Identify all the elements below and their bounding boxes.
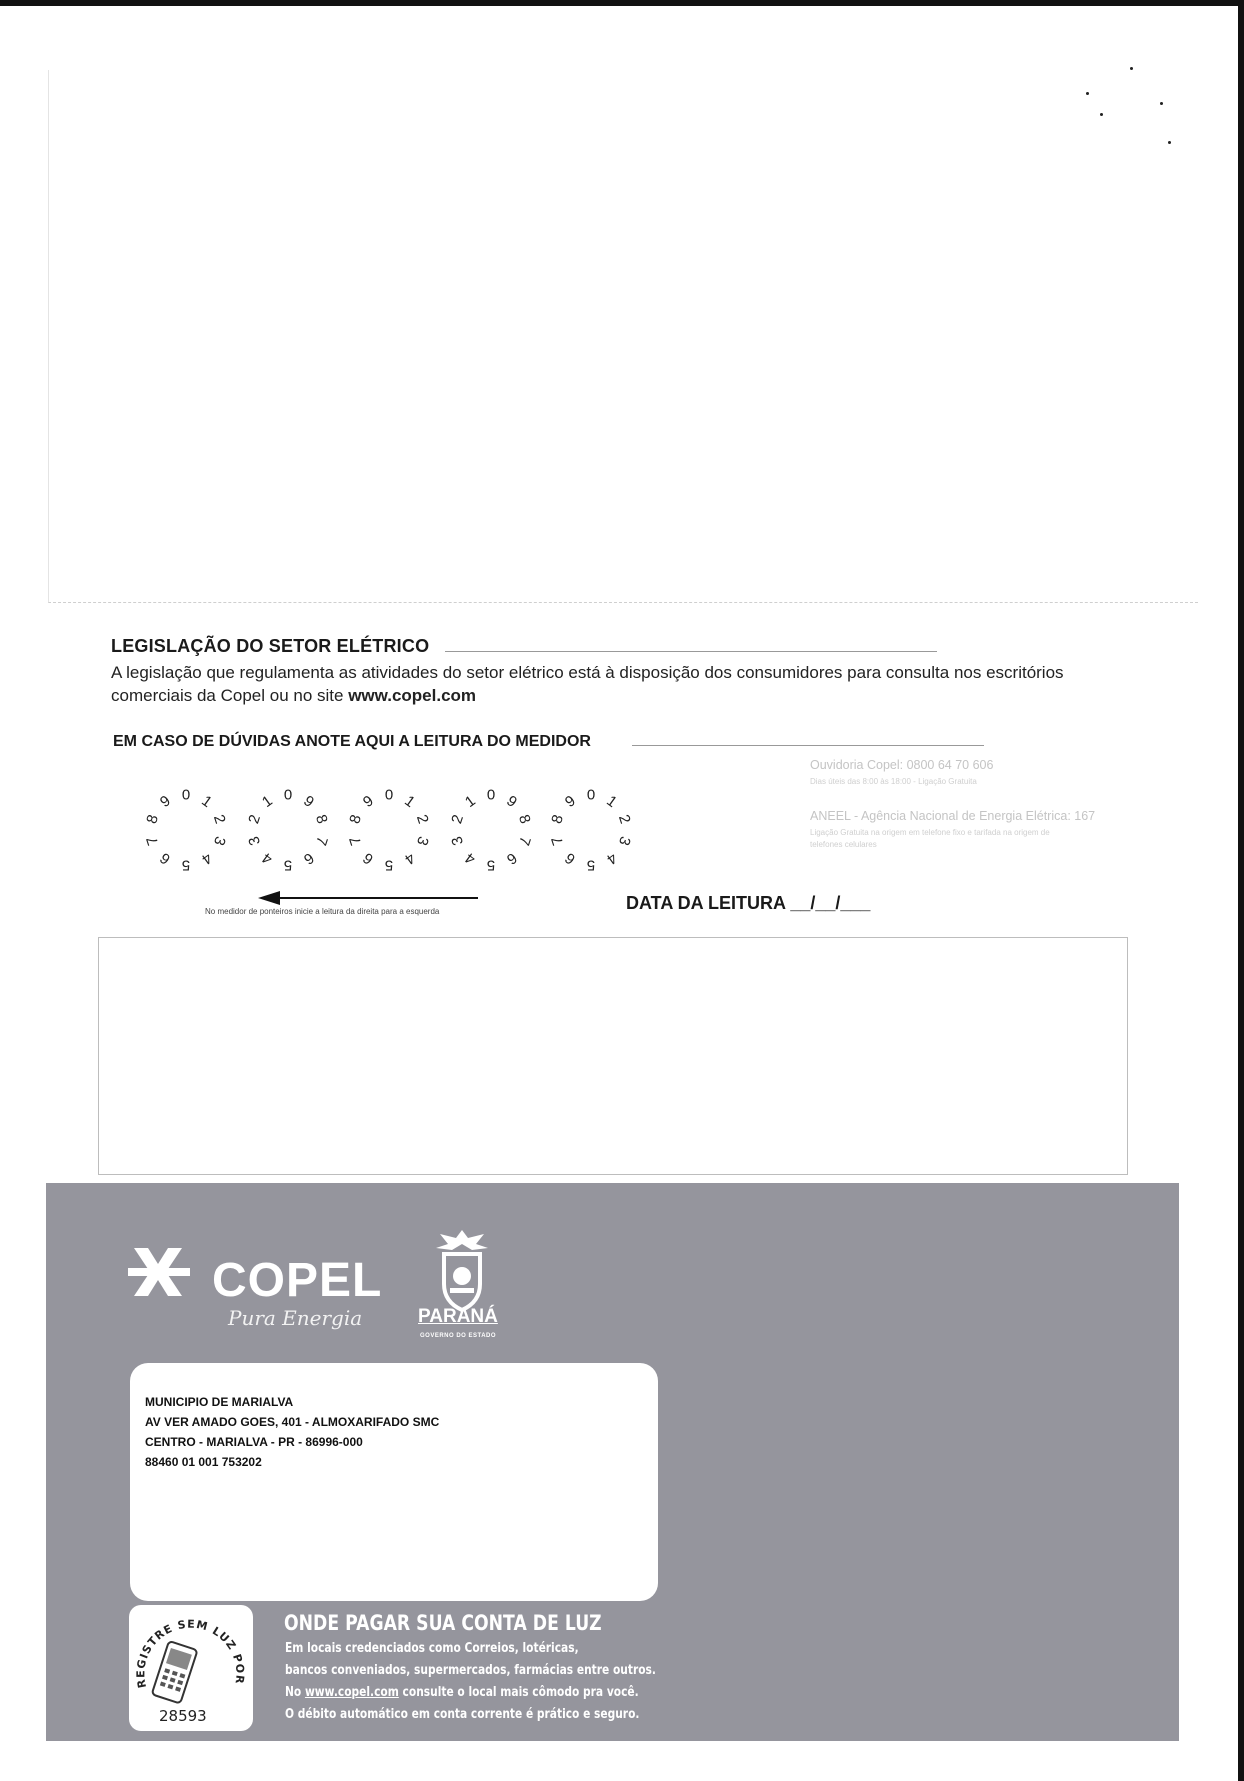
dial-digit: 9 [360, 792, 377, 812]
dial-digit: 4 [603, 848, 620, 868]
copel-slogan: Pura Energia [228, 1306, 363, 1330]
dial-digit: 9 [157, 792, 174, 812]
meter-dial [341, 782, 437, 878]
dial-digit: 2 [245, 812, 265, 826]
dial-digit: 0 [283, 786, 293, 804]
address-line-name: MUNICIPIO DE MARIALVA [145, 1395, 294, 1409]
dial-digit: 4 [401, 848, 418, 868]
dial-digit: 6 [360, 848, 377, 868]
parana-crest-icon [428, 1228, 496, 1316]
meter-dials [138, 782, 638, 882]
address-window [130, 1363, 658, 1601]
dial-digit: 1 [401, 792, 418, 812]
data-leitura-field: __/__/___ [790, 893, 871, 913]
ouvidoria-hours: Dias úteis das 8:00 às 18:00 - Ligação Gratuita [810, 777, 977, 786]
scan-speck [1130, 67, 1133, 70]
dial-digit: 7 [346, 834, 366, 848]
aneel-phone: ANEEL - Agência Nacional de Energia Elétrica: 167 [810, 809, 1096, 823]
dial-digit: 3 [245, 834, 265, 848]
divider [445, 651, 937, 652]
dial-digit: 8 [548, 812, 568, 826]
copel-link: www.copel.com [304, 1685, 399, 1700]
dial-digit: 2 [209, 812, 229, 826]
dial-digit: 7 [514, 834, 534, 848]
legislacao-title: LEGISLAÇÃO DO SETOR ELÉTRICO [111, 636, 430, 656]
pagamento-line: O débito automático em conta corrente é prático e seguro. [285, 1707, 640, 1722]
dial-digit: 9 [562, 792, 579, 812]
dial-digit: 4 [462, 848, 479, 868]
aneel-note-cont: telefones celulares [810, 840, 877, 849]
address-line-street: AV VER AMADO GOES, 401 - ALMOXARIFADO SMC [145, 1415, 440, 1429]
dial-digit: 8 [143, 812, 163, 826]
dial-digit: 0 [486, 786, 496, 804]
dial-digit: 2 [614, 812, 634, 826]
scan-speck [1160, 102, 1163, 105]
dial-digit: 2 [448, 812, 468, 826]
dial-digit: 0 [586, 786, 596, 804]
dial-digit: 3 [614, 834, 634, 848]
scan-speck [1086, 92, 1089, 95]
message-box [98, 937, 1128, 1175]
parana-name: PARANÁ [418, 1306, 498, 1327]
dial-digit: 7 [311, 834, 331, 848]
meter-dial [138, 782, 234, 878]
dial-digit: 4 [259, 848, 276, 868]
pagamento-line: Em locais credenciados como Correios, lotéricas, [285, 1641, 579, 1656]
dial-digit: 6 [300, 848, 317, 868]
dial-digit: 8 [346, 812, 366, 826]
dial-digit: 7 [143, 834, 163, 848]
dial-digit: 0 [181, 786, 191, 804]
legislacao-text: A legislação que regulamenta as atividades do setor elétrico está à disposição dos consumidores para consulta nos escritórios comerciais da Copel ou no site www.copel.com [111, 663, 1064, 705]
dial-digit: 0 [384, 786, 394, 804]
dial-digit: 8 [311, 812, 331, 826]
left-arrow-icon [258, 888, 478, 908]
blank-top-panel [48, 70, 1198, 603]
dial-digit: 6 [157, 848, 174, 868]
dial-digit: 1 [259, 792, 276, 812]
meter-dial [240, 782, 336, 878]
dial-digit: 3 [448, 834, 468, 848]
divider [632, 745, 984, 746]
pagamento-title: ONDE PAGAR SUA CONTA DE LUZ [284, 1611, 602, 1635]
dial-digit: 5 [486, 856, 496, 874]
dial-digit: 5 [586, 856, 596, 874]
sms-badge [129, 1605, 253, 1731]
meter-dial [443, 782, 539, 878]
pagamento-line: No www.copel.com consulte o local mais cômodo pra você. [285, 1685, 639, 1700]
dial-digit: 6 [503, 848, 520, 868]
dial-digit: 5 [181, 856, 191, 874]
data-leitura-label: DATA DA LEITURA [626, 893, 786, 913]
parana-subtitle: GOVERNO DO ESTADO [420, 1333, 497, 1339]
dial-digit: 8 [514, 812, 534, 826]
arrow-note: No medidor de ponteiros inicie a leitura da direita para a esquerda [205, 907, 440, 916]
aneel-note: Ligação Gratuita na origem em telefone fixo e tarifada na origem de [810, 828, 1050, 837]
duvidas-title: EM CASO DE DÚVIDAS ANOTE AQUI A LEITURA DO MEDIDOR [113, 733, 591, 750]
dial-digit: 1 [462, 792, 479, 812]
data-leitura [626, 893, 870, 914]
address-line-code: 88460 01 001 753202 [145, 1455, 262, 1469]
dial-digit: 5 [283, 856, 293, 874]
scan-speck [1168, 141, 1171, 144]
pagamento-line: bancos conveniados, supermercados, farmácias entre outros. [285, 1663, 656, 1678]
scan-speck [1100, 113, 1103, 116]
dial-digit: 1 [198, 792, 215, 812]
dial-digit: 2 [412, 812, 432, 826]
copel-site-link: www.copel.com [348, 686, 477, 705]
meter-dial [543, 782, 639, 878]
dial-digit: 5 [384, 856, 394, 874]
dial-digit: 9 [300, 792, 317, 812]
sms-number: 28593 [159, 1707, 207, 1725]
dial-digit: 6 [562, 848, 579, 868]
dial-digit: 4 [198, 848, 215, 868]
dial-digit: 3 [209, 834, 229, 848]
address-line-city: CENTRO - MARIALVA - PR - 86996-000 [145, 1435, 363, 1449]
dial-digit: 3 [412, 834, 432, 848]
dial-digit: 1 [603, 792, 620, 812]
dial-digit: 9 [503, 792, 520, 812]
copel-name: COPEL [212, 1254, 383, 1307]
ouvidoria-phone: Ouvidoria Copel: 0800 64 70 606 [810, 758, 994, 772]
sms-arc-text: REGISTRE SEM LUZ POR [134, 1617, 247, 1690]
dial-digit: 7 [548, 834, 568, 848]
